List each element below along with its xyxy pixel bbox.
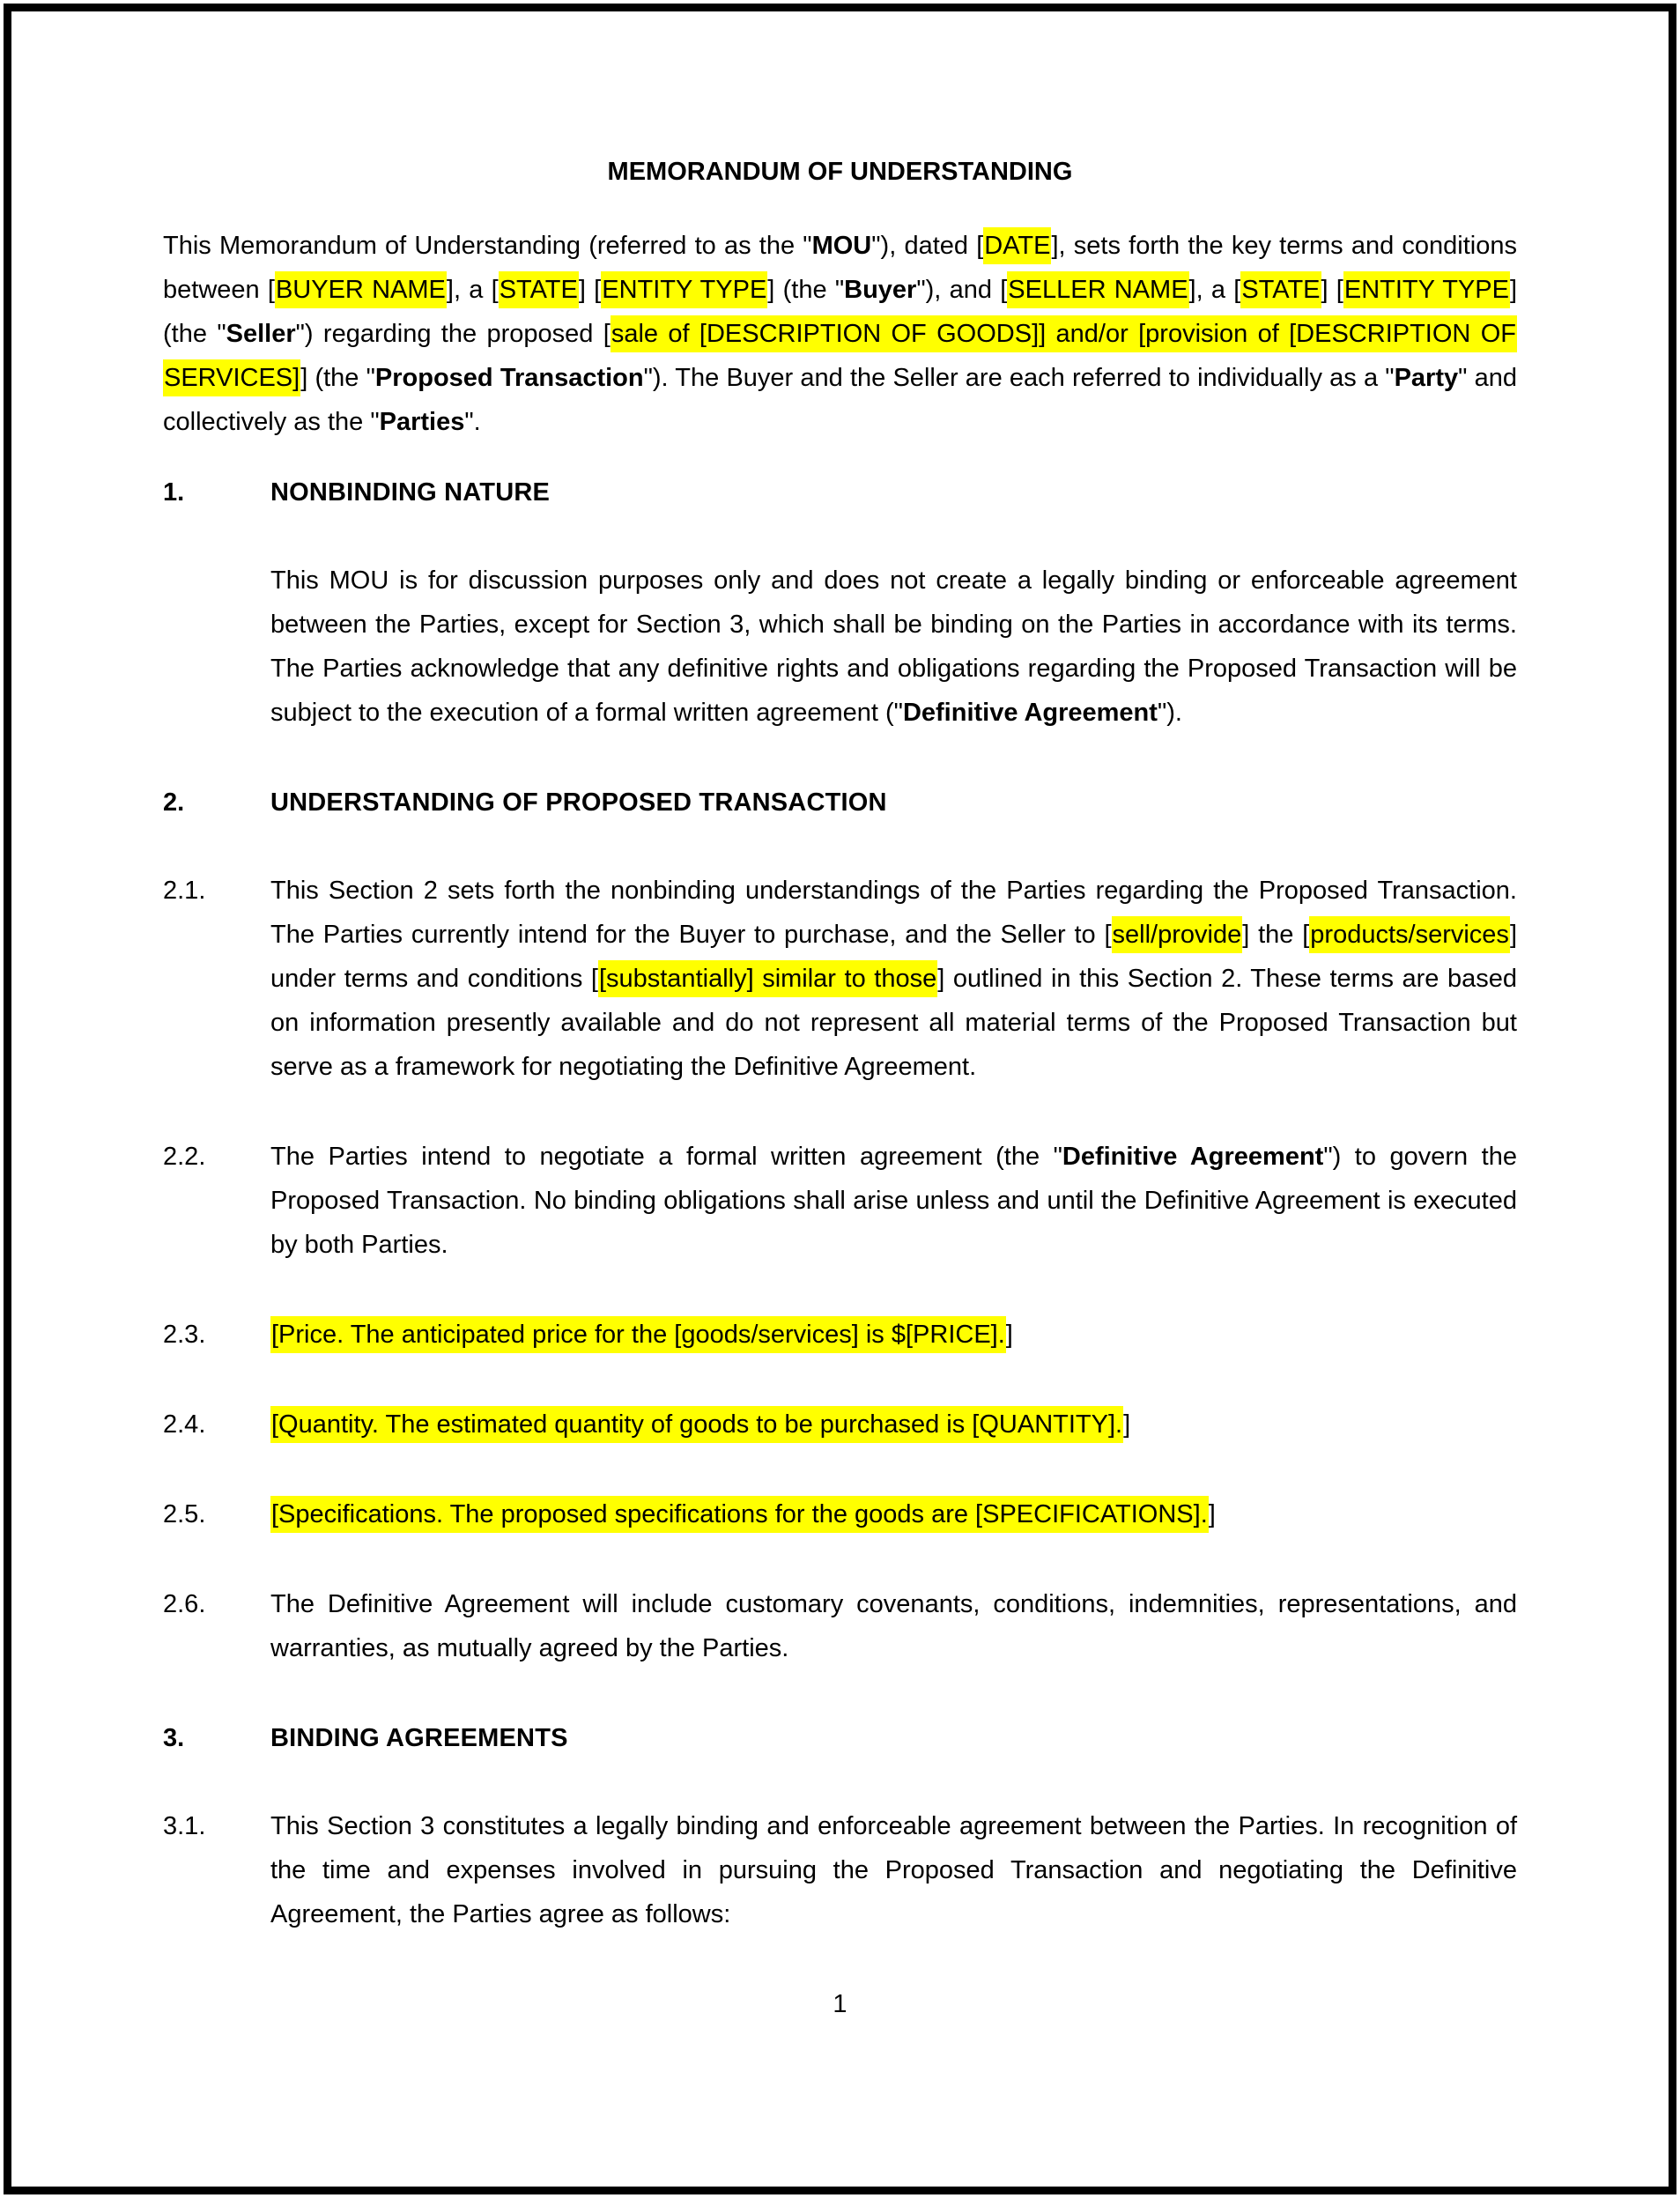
clause-body [270,1313,1517,1357]
section-3-heading [163,1716,1517,1760]
text-run: " and collectively as the " [163,364,1517,436]
clause-number: 2.5. [163,1500,206,1528]
highlighted-placeholder: ENTITY TYPE [601,271,767,308]
text-run: ] [1005,1321,1013,1349]
clause-body [270,1804,1517,1936]
text-run: This Section 2 sets forth the nonbinding understandings of the Parties regarding the Proposed Transaction. The Parties currently intend for the Buyer to purchase, and the Seller to [ [270,877,1517,949]
text-run: ] [1123,1410,1131,1439]
clause-2-2 [163,1135,1517,1267]
bold-term: MOU [811,232,872,260]
highlighted-placeholder: ENTITY TYPE [1343,271,1510,308]
highlighted-placeholder: products/services [1309,916,1510,953]
highlighted-placeholder: [substantially] similar to those [598,960,937,997]
highlighted-placeholder: BUYER NAME [275,271,447,308]
clause-body [270,869,1517,1089]
text-run: This Memorandum of Understanding (referred to as the " [163,232,812,260]
clause-body [270,1135,1517,1267]
bold-term: Parties [379,408,465,436]
section-number: 3. [163,1724,185,1752]
text-run: ") regarding the proposed [ [295,320,611,348]
text-run: This Section 3 constitutes a legally binding and enforceable agreement between the Parties. In recognition of the time and expenses involved in pursuing the Proposed Transaction and negotiating the Definitive Agreement, the Parties agree as follows: [270,1812,1517,1928]
text-run: The Parties intend to negotiate a formal written agreement (the " [270,1143,1062,1171]
text-run: ] [ [1321,276,1343,304]
text-run: ], a [ [1188,276,1241,304]
text-run: ] outlined in this Section 2. These terms are based on information presently available and do not represent all material terms of the Proposed Transaction but serve as a framework for negotiating the Definitive Agreement. [270,965,1517,1081]
clause-2-1 [163,869,1517,1089]
text-run: ] (the " [767,276,845,304]
section-title: NONBINDING NATURE [270,478,551,507]
section-title: UNDERSTANDING OF PROPOSED TRANSACTION [270,788,887,817]
clause-number: 2.3. [163,1321,206,1349]
clause-body [270,559,1517,735]
section-number: 1. [163,478,185,507]
text-run: ] the [ [1242,921,1310,949]
clause-2-5 [163,1492,1517,1536]
section-1-heading [163,470,1517,514]
clause-number: 2.1. [163,877,206,905]
text-run: This MOU is for discussion purposes only and does not create a legally binding or enforceable agreement between the Parties, except for Section 3, which shall be binding on the Parties in accordance with its terms. The Parties acknowledge that any definitive rights and obligations regarding the Proposed Transaction will be subject to the execution of a formal written agreement (" [270,566,1517,727]
section-title: BINDING AGREEMENTS [270,1724,568,1752]
text-run: "). [1157,699,1182,727]
clause-body [270,1582,1517,1670]
bold-term: Party [1394,364,1459,392]
text-run: ] [ [578,276,602,304]
text-run: ] under terms and conditions [ [270,921,1517,993]
clause-body [270,1402,1517,1447]
clause-2-4 [163,1402,1517,1447]
text-run: ] (the " [163,276,1517,348]
bold-term: Definitive Agreement [902,699,1158,727]
highlighted-placeholder: STATE [499,271,579,308]
highlighted-placeholder: SELLER NAME [1007,271,1188,308]
intro-paragraph [163,224,1517,444]
document-title: MEMORANDUM OF UNDERSTANDING [607,158,1073,186]
clause-number: 2.2. [163,1143,206,1171]
clause-body [270,1492,1517,1536]
text-run: ") to govern the Proposed Transaction. No binding obligations shall arise unless and until the Definitive Agreement is executed by both Parties. [270,1143,1517,1259]
page-number: 1 [833,1990,847,2018]
highlighted-placeholder: [Price. The anticipated price for the [goods/services] is $[PRICE]. [270,1316,1006,1353]
clause-number: 2.4. [163,1410,206,1439]
clause-2-6 [163,1582,1517,1670]
highlighted-placeholder: [Specifications. The proposed specifications for the goods are [SPECIFICATIONS]. [270,1496,1209,1533]
highlighted-placeholder: [Quantity. The estimated quantity of goods to be purchased is [QUANTITY]. [270,1406,1123,1443]
text-run: ] [1208,1500,1216,1528]
text-run: ". [464,408,481,436]
text-run: ], a [ [446,276,499,304]
clause-number: 3.1. [163,1812,206,1840]
text-run: The Definitive Agreement will include customary covenants, conditions, indemnities, representations, and warranties, as mutually agreed by the Parties. [270,1590,1517,1662]
text-run: "), dated [ [871,232,984,260]
highlighted-placeholder: sell/provide [1112,916,1243,953]
clause-2-3 [163,1313,1517,1357]
clause-number: 2.6. [163,1590,206,1618]
text-run: ] (the " [300,364,375,392]
bold-term: Seller [226,320,296,348]
bold-term: Proposed Transaction [374,364,644,392]
text-run: "). The Buyer and the Seller are each referred to individually as a " [643,364,1395,392]
clause-3-1 [163,1804,1517,1936]
section-number: 2. [163,788,185,817]
section-1-paragraph [163,559,1517,735]
bold-term: Definitive Agreement [1062,1143,1324,1171]
text-run: ], sets forth the key terms and conditions between [ [163,232,1518,304]
section-2-heading [163,781,1517,825]
highlighted-placeholder: STATE [1240,271,1321,308]
highlighted-placeholder: DATE [983,227,1051,264]
highlighted-placeholder: sale of [DESCRIPTION OF GOODS]] and/or [provision of [DESCRIPTION OF SERVICES] [163,315,1517,396]
text-run: "), and [ [916,276,1008,304]
bold-term: Buyer [844,276,917,304]
